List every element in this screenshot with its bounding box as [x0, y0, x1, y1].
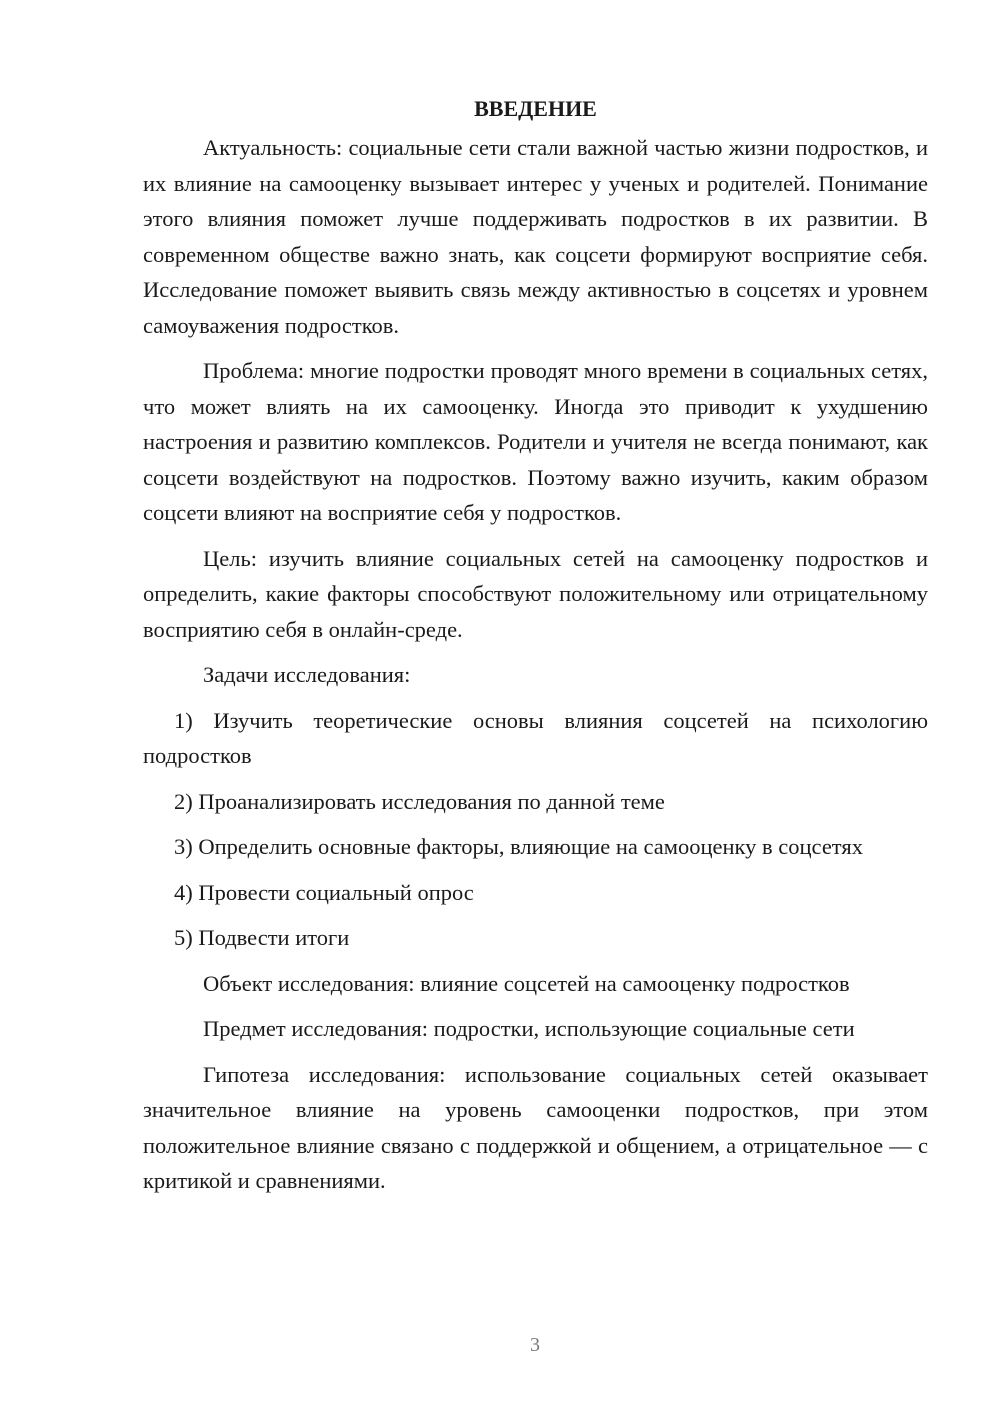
- page-title: ВВЕДЕНИЕ: [474, 96, 597, 121]
- hypothesis-paragraph: Гипотеза исследования: использование социальных сетей оказывает значительное влияние на уровень самооценки подростков, при этом положительное влияние связано с поддержкой и общением, а отрицательное — с критикой и сравнениями.: [143, 1061, 928, 1193]
- object-paragraph: Объект исследования: влияние соцсетей на самооценку подростков: [203, 970, 850, 996]
- relevance-paragraph: Актуальность: социальные сети стали важной частью жизни подростков, и их влияние на самооценку вызывает интерес у ученых и родителей. Понимание этого влияния поможет лучше поддерживать подростков в их развитии. В современном обществе важно знать, как соцсети формируют восприятие себя. Исследование поможет выявить связь между активностью в соцсетях и уровнем самоуважения подростков.: [143, 135, 928, 338]
- document-page: [143, 92, 928, 1209]
- problem-paragraph: Проблема: многие подростки проводят много времени в социальных сетях, что может влиять на их самооценку. Иногда это приводит к ухудшению настроения и развитию комплексов. Родители и учителя не всегда понимают, как соцсети воздействуют на подростков. Поэтому важно изучить, каким образом соцсети влияют на восприятие себя у подростков.: [143, 358, 928, 525]
- task-item: 4) Провести социальный опрос: [174, 879, 474, 905]
- page-number: 3: [530, 1334, 540, 1356]
- task-item: 3) Определить основные факторы, влияющие на самооценку в соцсетях: [174, 834, 863, 859]
- subject-paragraph: Предмет исследования: подростки, использующие социальные сети: [203, 1016, 855, 1041]
- task-item: 5) Подвести итоги: [174, 925, 350, 950]
- task-item: 1) Изучить теоретические основы влияния соцсетей на психологию подростков: [143, 707, 928, 768]
- task-item: 2) Проанализировать исследования по данной теме: [174, 788, 665, 814]
- goal-paragraph: Цель: изучить влияние социальных сетей на самооценку подростков и определить, какие факторы способствуют положительному или отрицательному восприятию себя в онлайн-среде.: [143, 545, 928, 642]
- tasks-title: Задачи исследования:: [203, 662, 411, 687]
